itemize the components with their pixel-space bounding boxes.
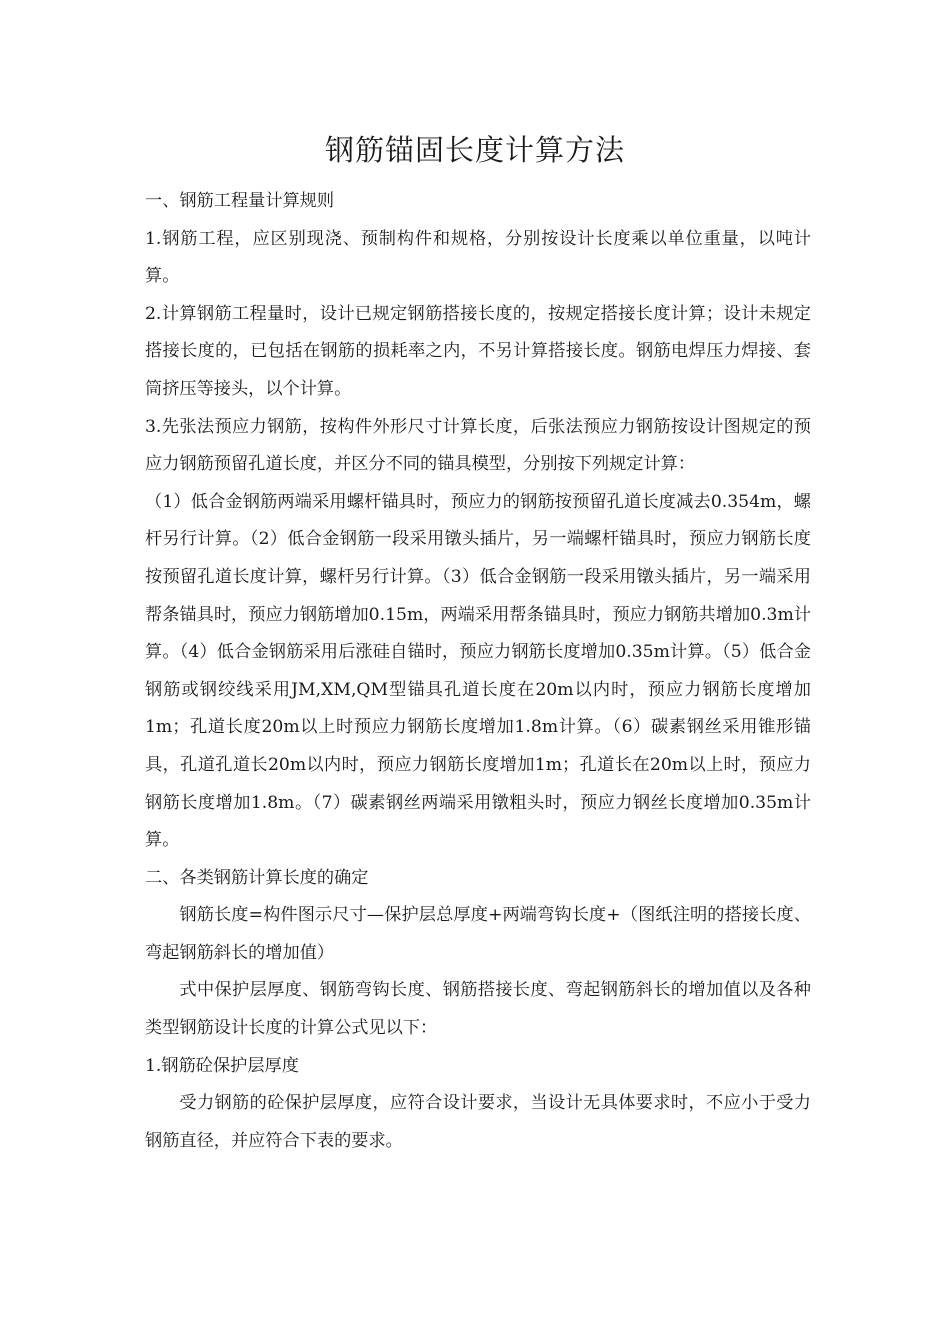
subsection-cover-text: 受力钢筋的砼保护层厚度，应符合设计要求，当设计无具体要求时，不应小于受力钢筋直径，并应符合下表的要求。 bbox=[145, 1093, 811, 1151]
section-heading-rules: 一、钢筋工程量计算规则 bbox=[145, 191, 335, 211]
rule-2-paragraph: 2.计算钢筋工程量时，设计已规定钢筋搭接长度的，按规定搭接长度计算；设计未规定搭接长度的，已包括在钢筋的损耗率之内，不另计算搭接长度。钢筋电焊压力焊接、套筒挤压等接头，以个计算。 bbox=[145, 303, 811, 399]
document-title: 钢筋锚固长度计算方法 bbox=[324, 133, 625, 167]
formula-paragraph: 钢筋长度=构件图示尺寸—保护层总厚度+两端弯钩长度+（图纸注明的搭接长度、弯起钢筋斜长的增加值） bbox=[145, 905, 811, 963]
rule-3-details-paragraph: （1）低合金钢筋两端采用螺杆锚具时，预应力的钢筋按预留孔道长度减去0.354m，螺杆另行计算。（2）低合金钢筋一段采用镦头插片，另一端螺杆锚具时，预应力钢筋长度按预留孔道长度计算，螺杆另行计算。（3）低合金钢筋一段采用镦头插片，另一端采用帮条锚具时，预应力钢筋增加0.15m，两端采用帮条锚具时，预应力钢筋共增加0.3m计算。（4）低合金钢筋采用后涨硅自锚时，预应力钢筋长度增加0.35m计算。（5）低合金钢筋或钢绞线采用JM,XM,QM型锚具孔道长度在20m以内时，预应力钢筋长度增加1m；孔道长度20m以上时预应力钢筋长度增加1.8m计算。（6）碳素钢丝采用锥形锚具，孔道孔道长20m以内时，预应力钢筋长度增加1m；孔道长在20m以上时，预应力钢筋长度增加1.8m。（7）碳素钢丝两端采用镦粗头时，预应力钢丝长度增加0.35m计算。 bbox=[145, 491, 811, 851]
subsection-heading-cover: 1.钢筋砼保护层厚度 bbox=[145, 1055, 299, 1076]
rule-3-paragraph: 3.先张法预应力钢筋，按构件外形尺寸计算长度，后张法预应力钢筋按设计图规定的预应力钢筋预留孔道长度，并区分不同的锚具模型，分别按下列规定计算： bbox=[145, 416, 811, 475]
formula-note-paragraph: 式中保护层厚度、钢筋弯钩长度、钢筋搭接长度、弯起钢筋斜长的增加值以及各种类型钢筋设计长度的计算公式见以下： bbox=[145, 980, 811, 1039]
rule-1-paragraph: 1.钢筋工程，应区别现浇、预制构件和规格，分别按设计长度乘以单位重量，以吨计算。 bbox=[145, 228, 811, 287]
document-body bbox=[145, 183, 811, 1160]
section-heading-lengths: 二、各类钢筋计算长度的确定 bbox=[145, 867, 369, 888]
